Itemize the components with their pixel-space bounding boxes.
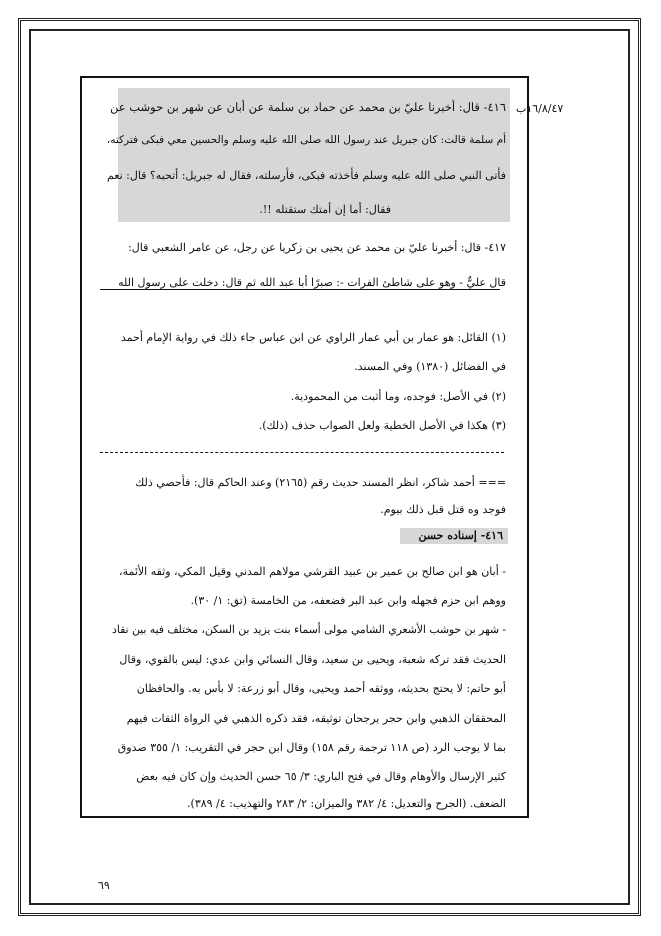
commentary-line: الضعف. (الجرح والتعديل: ٤/ ٣٨٢ والميزان: ٢/ ٢٨٣ والتهذيب: ٤/ ٣٨٩). [187, 797, 506, 810]
margin-note: ١٦/٨/٤٧ب [516, 102, 564, 115]
footnote-line: (١) القائل: هو عمار بن أبي عمار الراوي عن ابن عباس جاء ذلك في رواية الإمام أحمد [120, 331, 506, 344]
commentary-line: فوجد وه قتل قبل ذلك بيوم. [380, 503, 506, 516]
commentary-line: ووهم ابن حزم فجهله وابن عبد البر فضعفه، من الخامسة (تق: ١/ ٣٠). [190, 594, 506, 607]
commentary-line: === أحمد شاكر، انظر المسند حديث رقم (٢١٦٥) وعند الحاكم قال: فأحصي ذلك [135, 476, 506, 489]
commentary-line: كثير الإرسال والأوهام وقال في فتح الباري: ٣/ ٦٥ حسن الحديث وإن كان فيه بعض [136, 770, 506, 783]
hadith-line: ٤١٧- قال: أخبرنا عليّ بن محمد عن يحيى بن زكريا عن رجل، عن عامر الشعبي قال: [128, 241, 506, 254]
isnad-label: ٤١٦- إسناده حسن [418, 529, 503, 542]
commentary-line: المحققان الذهبي وابن حجر يرجحان توثيقه، فقد ذكره الذهبي في الرواة الثقات فيهم [126, 712, 506, 725]
text-end-rule [100, 289, 500, 290]
footnote-line: (٣) هكذا في الأصل الخطية ولعل الصواب حذف (ذلك). [258, 419, 506, 432]
hadith-line: قال عليٌّ - وهو على شاطئ الفرات -: صبرًا أبا عبد الله ثم قال: دخلت على رسول الله [118, 276, 506, 289]
hadith-line: ٤١٦- قال: أخبرنا عليّ بن محمد عن حماد بن سلمة عن أبان عن شهر بن حوشب عن [109, 100, 506, 114]
commentary-line: الحديث فقد تركه شعبة، ويحيى بن سعيد، وقال النسائي وابن عدي: ليس بالقوي، وقال [119, 653, 506, 666]
commentary-line: - أبان هو ابن صالح بن عمير بن عبيد القرشي مولاهم المدني وقيل المكي، وثقه الأئمة، [119, 565, 506, 578]
hadith-line: فقال: أما إن أمتك ستقتله !!. [259, 203, 391, 216]
page-number: ٦٩ [98, 879, 110, 892]
commentary-line: بما لا يوجب الرد (ص ١١٨ ترجمة رقم ١٥٨) وقال ابن حجر في التقريب: ١/ ٣٥٥ صدوق [117, 741, 506, 754]
footnote-line: (٢) في الأصل: فوجده، وما أثبت من المحمودية. [290, 390, 506, 403]
hadith-line: فأتى النبي صلى الله عليه وسلم فأخذته فبكى، فأرسلته، فقال له جبريل: أتحبه؟ قال: نعم [106, 169, 506, 182]
hadith-line: أم سلمة قالت: كان جبريل عند رسول الله صلى الله عليه وسلم والحسين معي فبكى فتركته، [106, 134, 506, 146]
footnote-line: في الفضائل (١٣٨٠) وفي المسند. [354, 360, 506, 373]
commentary-line: - شهر بن حوشب الأشعري الشامي مولى أسماء بنت يزيد بن السكن، مختلف فيه بين نقاد [112, 623, 506, 636]
section-divider [100, 452, 504, 453]
commentary-line: أبو حاتم: لا يحتج بحديثه، ووثقه أحمد ويحيى، وقال أبو زرعة: لا بأس به. والحافظان [136, 682, 506, 695]
